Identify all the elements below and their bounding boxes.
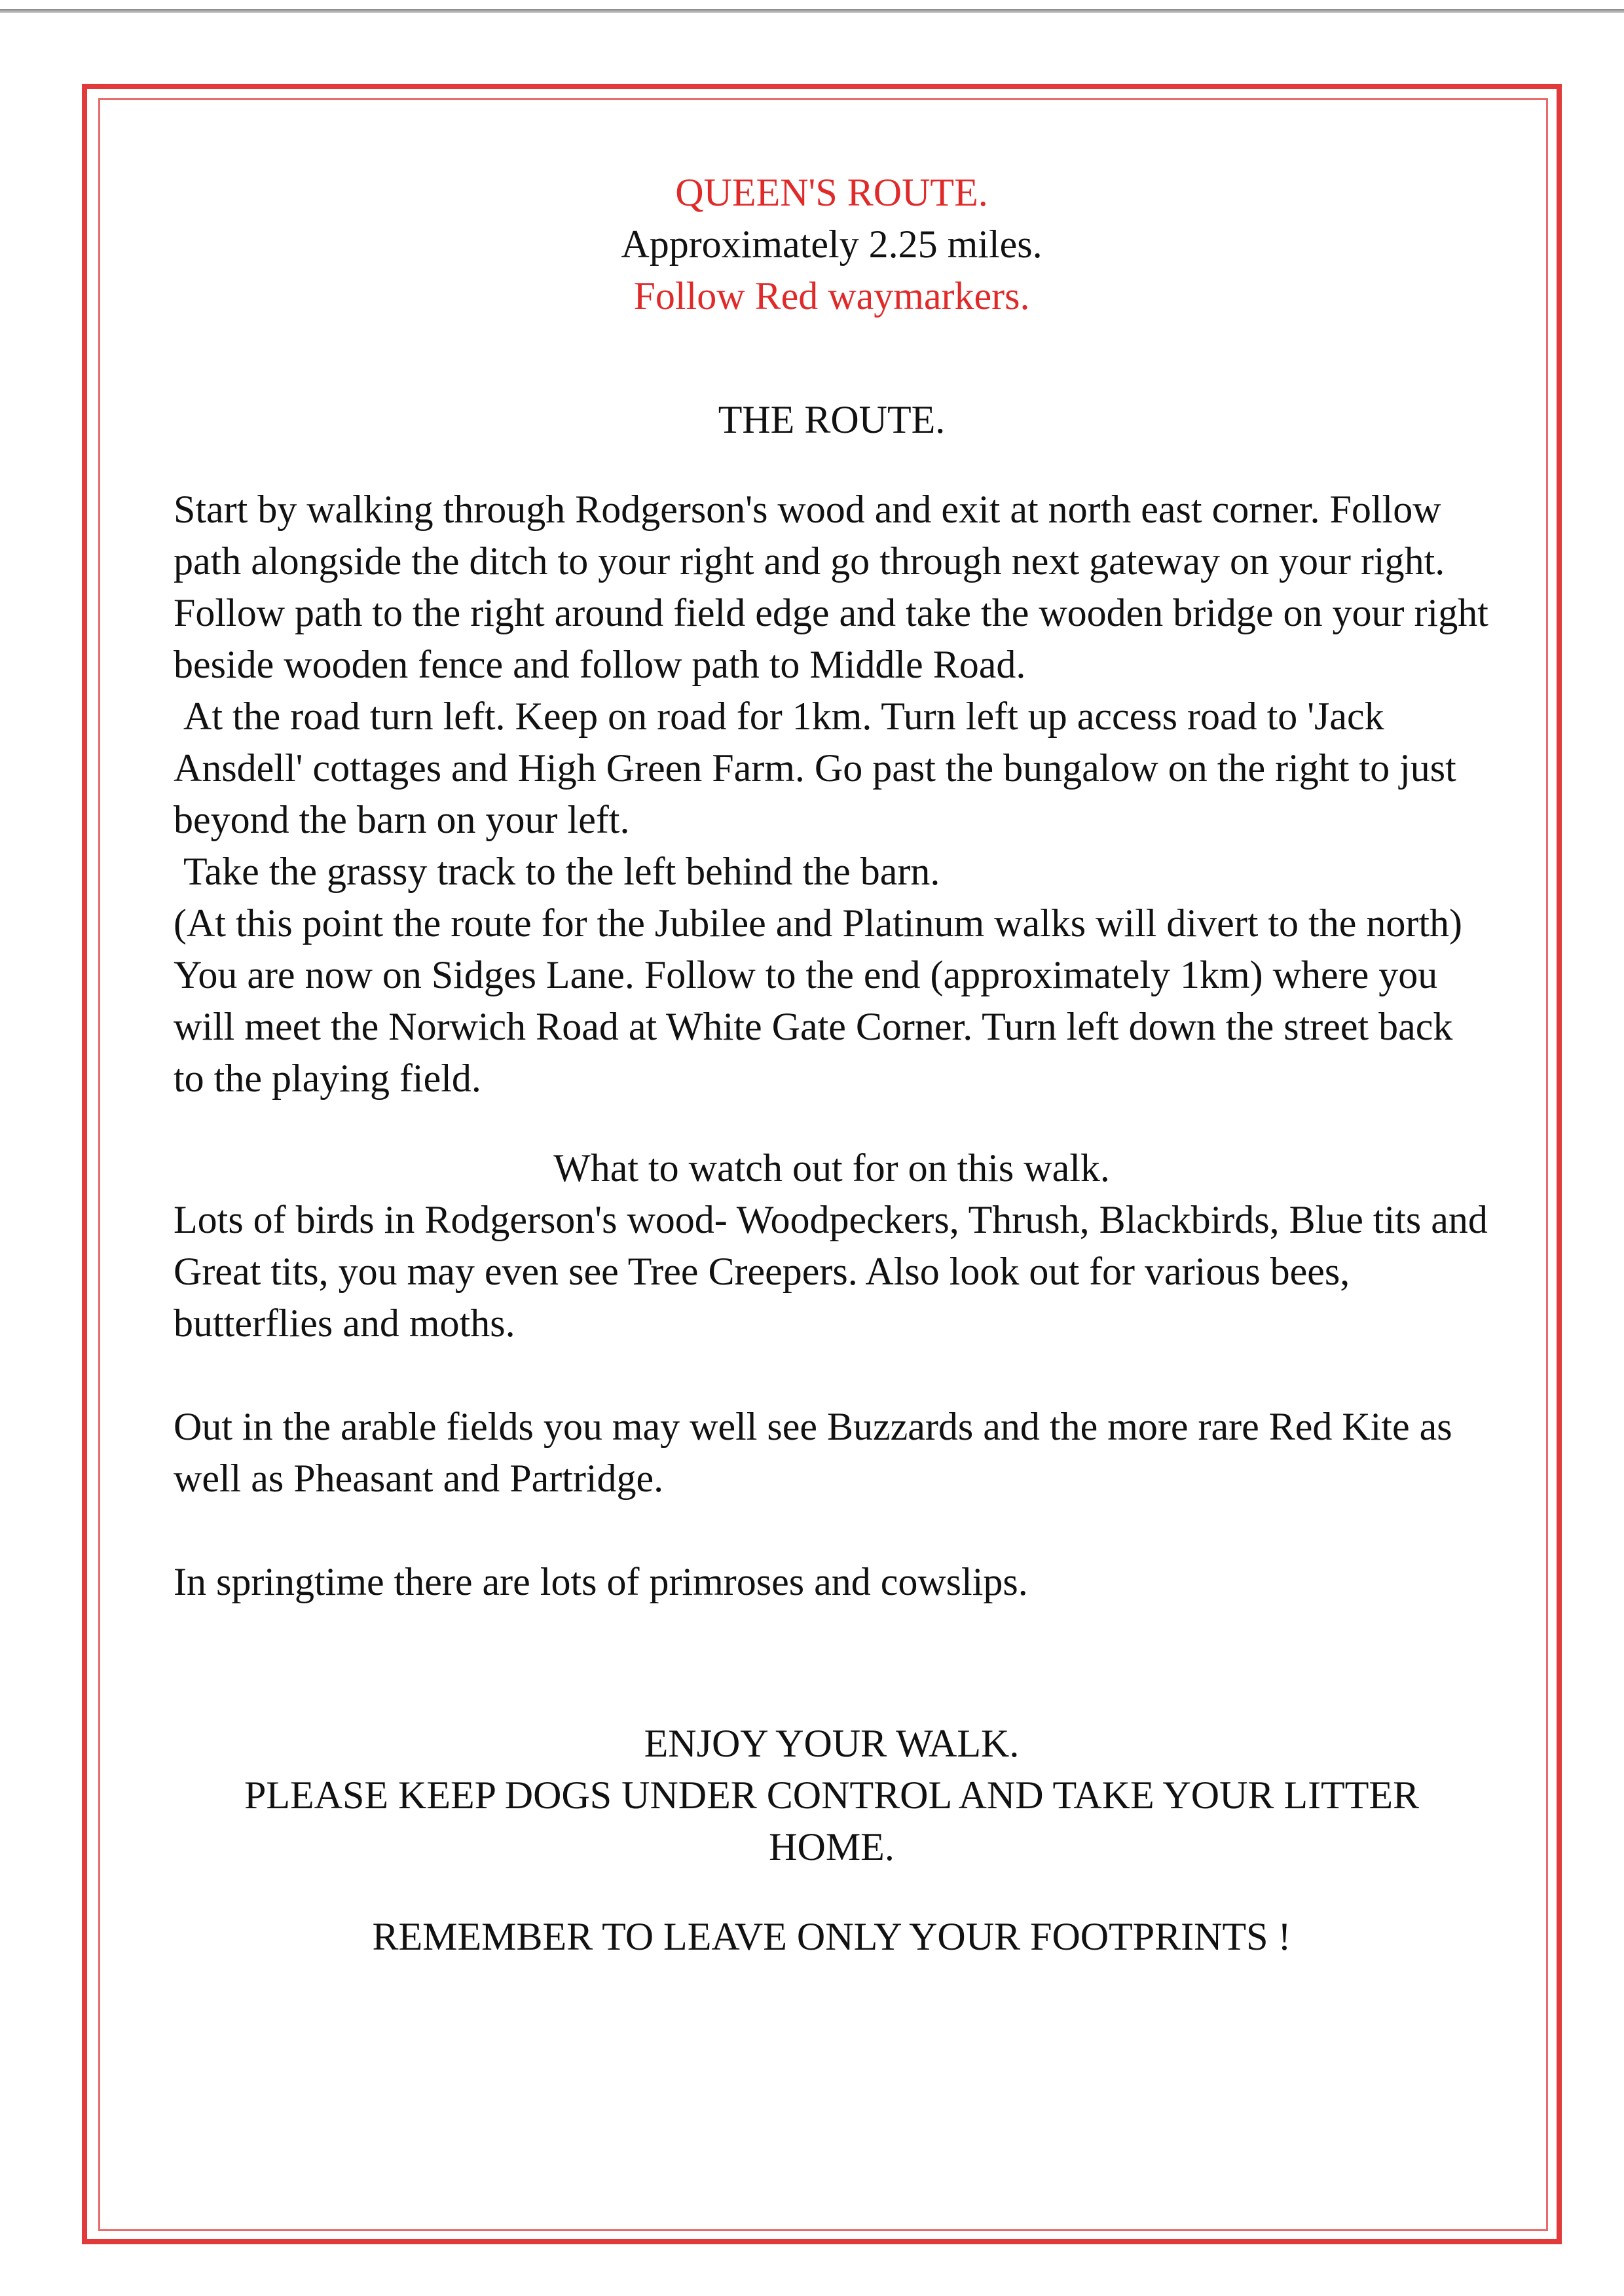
wildlife-paragraph: Out in the arable fields you may well see Buzzards and the more rare Red Kite as well as Pheasant and Partridge.	[174, 1405, 1452, 1500]
wildlife-paragraph: In springtime there are lots of primroses and cowslips.	[174, 1560, 1028, 1603]
wildlife-heading: What to watch out for on this walk.	[553, 1146, 1110, 1190]
wildlife-section	[174, 1194, 1490, 1608]
route-distance: Approximately 2.25 miles.	[621, 223, 1043, 266]
route-directions	[174, 484, 1490, 1104]
route-paragraph: You are now on Sidges Lane. Follow to the end (approximately 1km) where you will meet the Norwich Road at White Gate Corner. Turn left down the street back to the playing field.	[174, 953, 1453, 1100]
wildlife-paragraph: Lots of birds in Rodgerson's wood- Woodpeckers, Thrush, Blackbirds, Blue tits and Great tits, you may even see Tree Creepers. Also look out for various bees, butterflies and moths.	[174, 1198, 1488, 1345]
header	[174, 167, 1490, 322]
route-heading: THE ROUTE.	[718, 398, 946, 441]
route-paragraph: At the road turn left. Keep on road for 1km. Turn left up access road to 'Jack Ansdell' cottages and High Green Farm. Go past the bungalow on the right to just beyond the barn on your left.	[174, 695, 1466, 841]
scan-edge	[0, 9, 1624, 13]
route-paragraph: (At this point the route for the Jubilee and Platinum walks will divert to the north)	[174, 902, 1462, 945]
route-paragraph: Take the grassy track to the left behind the barn.	[174, 850, 940, 893]
route-paragraph: Start by walking through Rodgerson's wood and exit at north east corner. Follow path alongside the ditch to your right and go through next gateway on your right. Follow path to the right around field edge and take the wooden bridge on your right beside wooden fence and follow path to Middle Road.	[174, 488, 1488, 686]
closing	[174, 1718, 1490, 1963]
document-body	[174, 167, 1490, 1963]
footprints-notice: REMEMBER TO LEAVE ONLY YOUR FOOTPRINTS !	[372, 1915, 1291, 1958]
route-title: QUEEN'S ROUTE.	[675, 171, 988, 214]
dogs-litter-notice: PLEASE KEEP DOGS UNDER CONTROL AND TAKE YOUR LITTER HOME.	[244, 1774, 1420, 1868]
waymarker-note: Follow Red waymarkers.	[633, 274, 1030, 318]
enjoy-notice: ENJOY YOUR WALK.	[644, 1722, 1020, 1765]
